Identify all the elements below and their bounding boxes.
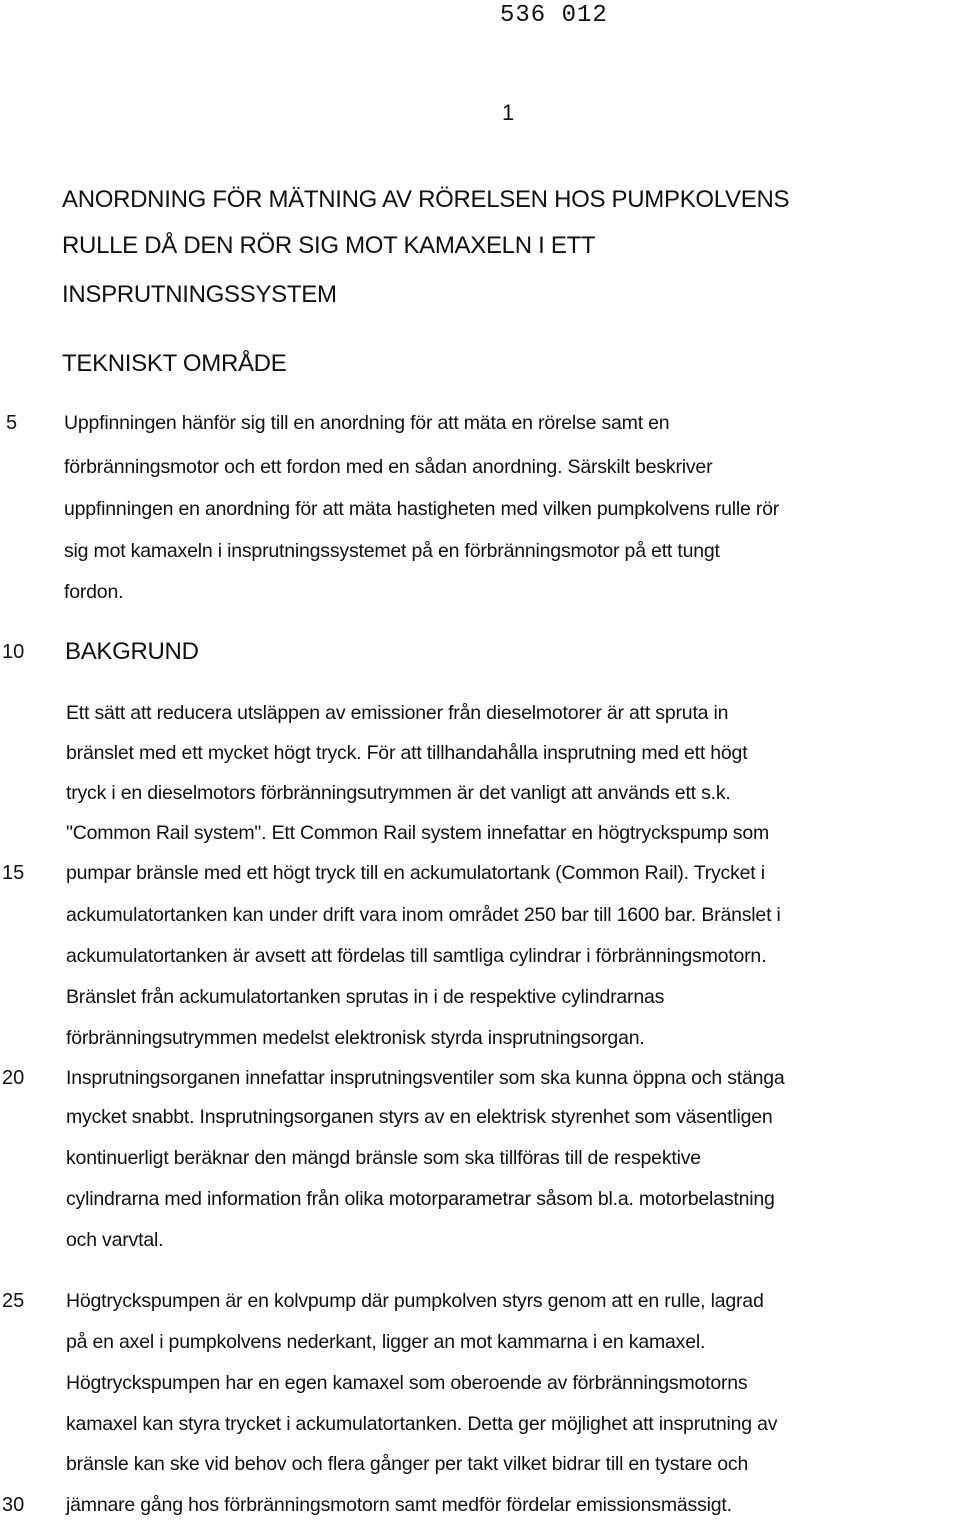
text-line: på en axel i pumpkolvens nederkant, ligger an mot kammarna i en kamaxel. [66, 1331, 706, 1353]
title-line-2: RULLE DÅ DEN RÖR SIG MOT KAMAXELN I ETT [62, 232, 596, 259]
text-line: och varvtal. [66, 1229, 164, 1251]
page-number: 1 [502, 100, 515, 125]
text-line: ackumulatortanken är avsett att fördelas till samtliga cylindrar i förbränningsmotorn. [66, 945, 767, 967]
text-line: tryck i en dieselmotors förbränningsutrymmen är det vanligt att används ett s.k. [66, 782, 731, 804]
text-line: Insprutningsorganen innefattar insprutningsventiler som ska kunna öppna och stänga [66, 1067, 785, 1089]
title-line-3: INSPRUTNINGSSYSTEM [62, 281, 337, 308]
text-line: förbränningsutrymmen medelst elektronisk styrda insprutningsorgan. [66, 1027, 645, 1049]
text-line: fordon. [64, 581, 124, 603]
text-line: Uppfinningen hänför sig till en anordning för att mäta en rörelse samt en [64, 412, 670, 434]
section-heading-technical-field: TEKNISKT OMRÅDE [62, 350, 287, 377]
section-heading-background: BAKGRUND [65, 638, 199, 665]
text-line: uppfinningen en anordning för att mäta hastigheten med vilken pumpkolvens rulle rör [64, 498, 780, 520]
text-line: ackumulatortanken kan under drift vara inom området 250 bar till 1600 bar. Bränslet i [66, 904, 781, 926]
text-line: pumpar bränsle med ett högt tryck till en ackumulatortank (Common Rail). Trycket i [66, 862, 765, 884]
document-number: 536 012 [500, 2, 608, 29]
text-line: "Common Rail system". Ett Common Rail system innefattar en högtryckspump som [66, 822, 770, 844]
text-line: kontinuerligt beräknar den mängd bränsle som ska tillföras till de respektive [66, 1147, 701, 1169]
title-line-1: ANORDNING FÖR MÄTNING AV RÖRELSEN HOS PUMPKOLVENS [62, 186, 790, 213]
text-line: Bränslet från ackumulatortanken sprutas in i de respektive cylindrarnas [66, 986, 665, 1008]
line-number-5: 5 [6, 412, 18, 434]
text-line: jämnare gång hos förbränningsmotorn samt medför fördelar emissionsmässigt. [66, 1494, 732, 1516]
text-line: Högtryckspumpen har en egen kamaxel som oberoende av förbränningsmotorns [66, 1372, 748, 1394]
line-number-15: 15 [2, 862, 25, 884]
line-number-30: 30 [2, 1494, 25, 1516]
line-number-25: 25 [2, 1290, 25, 1312]
text-line: kamaxel kan styra trycket i ackumulatortanken. Detta ger möjlighet att insprutning av [66, 1413, 778, 1435]
line-number-10: 10 [2, 641, 25, 663]
text-line: bränslet med ett mycket högt tryck. För att tillhandahålla insprutning med ett högt [66, 742, 748, 764]
text-line: bränsle kan ske vid behov och flera gånger per takt vilket bidrar till en tystare och [66, 1453, 749, 1475]
line-number-20: 20 [2, 1067, 25, 1089]
text-line: cylindrarna med information från olika motorparametrar såsom bl.a. motorbelastning [66, 1188, 775, 1210]
text-line: Ett sätt att reducera utsläppen av emissioner från dieselmotorer är att spruta in [66, 702, 729, 724]
text-line: mycket snabbt. Insprutningsorganen styrs av en elektrisk styrenhet som väsentligen [66, 1106, 773, 1128]
text-line: sig mot kamaxeln i insprutningssystemet på en förbränningsmotor på ett tungt [64, 540, 720, 562]
text-line: Högtryckspumpen är en kolvpump där pumpkolven styrs genom att en rulle, lagrad [66, 1290, 764, 1312]
text-line: förbränningsmotor och ett fordon med en sådan anordning. Särskilt beskriver [64, 456, 713, 478]
